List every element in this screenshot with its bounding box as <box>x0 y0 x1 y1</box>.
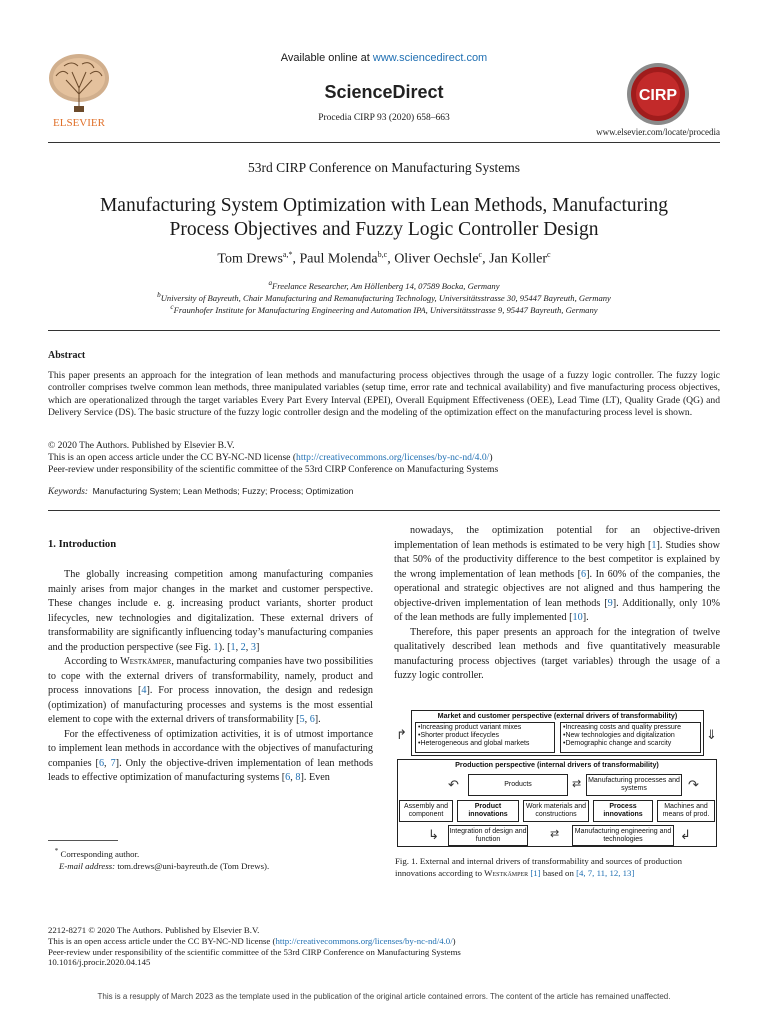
journal-url[interactable]: www.elsevier.com/locate/procedia <box>596 127 720 137</box>
affiliation-sup: b <box>157 291 161 299</box>
footnote-email <box>48 860 269 872</box>
footnote-divider <box>48 840 118 841</box>
citation-link[interactable]: 6 <box>309 714 315 725</box>
abstract-heading: Abstract <box>48 350 86 361</box>
citation-link[interactable]: 9 <box>607 597 613 609</box>
doi[interactable]: 10.1016/j.procir.2020.04.145 <box>48 957 151 968</box>
citation-link[interactable]: 7 <box>110 757 116 769</box>
body-paragraph: nowadays, the optimization potential for an objective-driven implementation of lean methods is estimated to be very high [1]. Studies show that 50% of the productivity difference to the best competitor is explained by the wrong implementation of lean methods [6]. In 60% of the companies, the operational and strategic objectives are not aligned and thus hampering the objective-driven implementation of lean methods [9]. Additionally, only 10% of the lean methods are fully implemented [10]. <box>394 525 720 623</box>
affiliation-b <box>0 291 768 303</box>
left-column <box>48 568 373 786</box>
paper-title <box>40 194 728 242</box>
abstract-peer-review: Peer-review under responsibility of the scientific committee of the 53rd CIRP Conference on Manufacturing Systems <box>48 464 499 475</box>
title-line-1: Manufacturing System Optimization with Lean Methods, Manufacturing <box>99 195 669 216</box>
swap-arrows-icon: ⇄ <box>572 778 582 790</box>
bottom-metadata <box>48 925 461 968</box>
caption-citations[interactable]: [4, 7, 11, 12, 13] <box>576 868 635 878</box>
footnote-star: * <box>54 846 59 855</box>
assembly-box: Assembly and component <box>399 800 453 822</box>
license-link[interactable]: http://creativecommons.org/licenses/by-nc-nd/4.0/ <box>275 935 453 946</box>
citation-link[interactable]: 6 <box>285 772 291 783</box>
citation-link[interactable]: 6 <box>98 757 105 769</box>
author-name: Jan Koller <box>489 251 548 267</box>
abstract-divider <box>48 330 720 331</box>
down-arrow-icon: ⇓ <box>706 727 717 742</box>
curved-arrow-icon: ↶ <box>448 777 459 792</box>
body-paragraph: For the effectiveness of optimization activities, it is of utmost importance to implement lean methods in accordance with the objectives of manufacturing companies [6, 7]. Only the objective-driven implementation of lean methods leads to effective optimization of manufacturing systems [6, 8]. Even <box>48 728 373 783</box>
author-sup: a,* <box>282 250 293 259</box>
author-smallcaps: Westkämper <box>120 656 172 667</box>
keywords-list: Manufacturing System; Lean Methods; Fuzzy; Process; Optimization <box>92 486 354 496</box>
citation-link[interactable]: 1 <box>213 641 219 653</box>
market-driver: •New technologies and digitalization <box>563 732 675 739</box>
author-list: Tom Drews$^{a,*}$, Paul Molenda$^{b,c}$, Oliver Oechsle$^c$, Jan Koller$^c$ <box>217 250 551 267</box>
affiliation-text: Fraunhofer Institute for Manufacturing Engineering and Automation IPA, Universitätsstrasse 9, 95447 Bayreuth, Germany <box>173 304 598 315</box>
author-sup: c <box>547 250 551 259</box>
abstract-license <box>48 452 493 463</box>
production-perspective-title: Production perspective (internal drivers of transformability) <box>455 760 659 769</box>
bottom-license <box>48 936 461 947</box>
citation-link[interactable]: 10 <box>572 612 583 623</box>
title-line-2: Process Objectives and Fuzzy Logic Controller Design <box>169 219 599 240</box>
market-drivers-right <box>560 722 701 753</box>
curved-arrow-icon: ↳ <box>428 827 439 842</box>
cirp-logo <box>626 62 690 126</box>
market-driver: •Demographic change and scarcity <box>563 740 672 747</box>
bottom-peer-review: Peer-review under responsibility of the scientific committee of the 53rd CIRP Conference on Manufacturing Systems <box>48 946 461 957</box>
abstract-body: This paper presents an approach for the integration of lean methods and manufacturing process objectives through the usage of a fuzzy logic controller. The fuzzy logic controller comprises twelve common lean methods, three manipulated variables (setup time, error rate and technical availability) and five manufacturing process objectives, which are operationalized through the target variables Every Part Every Interval (EPEI), Overall Equipment Effectiveness (OEE), Lead Time (LT), Quality Grade (QG) and Delivery Service (DS). The basic structure of the fuzzy logic controller design and the modeling of the optimization effect on the manufacturing process level is shown. <box>48 370 720 418</box>
curved-arrow-icon: ↲ <box>680 827 691 842</box>
caption-text: based on <box>540 868 577 878</box>
footnote-email-value[interactable]: tom.drews@uni-bayreuth.de (Tom Drews). <box>117 860 270 871</box>
citation-link[interactable]: 4 <box>141 685 147 696</box>
footnote-email-label: E-mail address: <box>59 860 116 871</box>
affiliation-text: University of Bayreuth, Chair Manufacturing and Remanufacturing Technology, Universitätsstrasse 30, 95447 Bayreuth, Germany <box>160 292 611 303</box>
work-materials-box: Work materials and constructions <box>523 800 589 822</box>
citation-link[interactable]: 2 <box>240 641 246 653</box>
figure-1 <box>395 708 720 848</box>
market-driver: •Increasing costs and quality pressure <box>563 724 682 731</box>
sciencedirect-link[interactable]: www.sciencedirect.com <box>372 52 488 64</box>
market-driver: •Increasing product variant mixes <box>418 724 522 731</box>
license-suffix: ) <box>489 452 493 463</box>
body-paragraph: According to Westkämper, manufacturing companies have two possibilities to cope with the external drivers of transformability, namely, product and process innovations [4]. For process innovation, the design and redesign (optimization) of manufacturing processes and systems is the most essential element to cope with the external drivers of transformability [5, 6]. <box>48 656 373 725</box>
mfg-processes-box: Manufacturing processes and systems <box>586 774 682 796</box>
body-paragraph: The globally increasing competition among manufacturing companies mainly arises from major changes in the market and customer perspective. These changes include e. g. increasing product variants, shorter product lifecycles, new technologies and digitalization. These external drivers of transformability are significantly influencing today’s manufacturing companies and the production perspective (see Fig. 1). [1, 2, 3] <box>48 569 373 653</box>
citation-link[interactable]: 1 <box>651 539 657 551</box>
caption-text: Fig. 1. External and internal drivers of transformability and sources of production innovations according to <box>395 856 683 878</box>
affiliation-c <box>0 303 768 315</box>
conference-name: 53rd CIRP Conference on Manufacturing Systems <box>247 160 521 175</box>
curved-arrow-icon: ↷ <box>688 777 699 792</box>
body-paragraph: Therefore, this paper presents an approach for the integration of twelve qualitatively described lean methods and five quantitatively measurable manufacturing process objectives (target variables) through the usage of a fuzzy logic controller. <box>394 626 720 681</box>
keywords-divider <box>48 510 720 511</box>
figure-caption <box>395 855 720 879</box>
affiliation-a <box>0 279 768 291</box>
market-driver: •Shorter product lifecycles <box>418 732 500 739</box>
footnote-corresponding <box>48 845 269 860</box>
license-prefix: This is an open access article under the CC BY-NC-ND license ( <box>48 452 297 463</box>
cirp-logo-icon <box>626 62 690 126</box>
license-link[interactable]: http://creativecommons.org/licenses/by-nc-nd/4.0/ <box>296 452 490 463</box>
affiliation-sup: c <box>170 303 174 311</box>
market-perspective-title: Market and customer perspective (external drivers of transformability) <box>437 711 678 720</box>
keywords-label: Keywords: <box>48 487 88 497</box>
mfg-engineering-box: Manufacturing engineering and technologies <box>572 825 674 846</box>
journal-reference: Procedia CIRP 93 (2020) 658–663 <box>318 113 450 123</box>
caption-citation[interactable]: [1] <box>530 868 541 878</box>
author-name: Oliver Oechsle <box>394 251 479 267</box>
author-sup: c <box>478 250 483 259</box>
market-drivers-left <box>415 722 555 753</box>
citation-link[interactable]: 5 <box>299 714 305 725</box>
available-prefix: Available online at <box>280 52 373 64</box>
license-prefix: This is an open access article under the CC BY-NC-ND license ( <box>48 935 276 946</box>
abstract-copyright: © 2020 The Authors. Published by Elsevier B.V. <box>48 440 235 451</box>
process-innovations-box: Process innovations <box>593 800 653 822</box>
license-suffix: ) <box>452 935 456 946</box>
author-name: Paul Molenda <box>299 251 378 267</box>
citation-link[interactable]: 1 <box>230 641 236 653</box>
elsevier-wordmark: ELSEVIER <box>53 117 105 129</box>
author-name: Tom Drews <box>217 251 283 267</box>
cirp-logo-text: CIRP <box>638 87 678 104</box>
products-box: Products <box>468 774 568 796</box>
production-perspective-box <box>397 759 717 847</box>
resupply-note: This is a resupply of March 2023 as the template used in the publication of the original article contained errors. The content of the article has remained unaffected. <box>97 992 671 1001</box>
citation-link[interactable]: 8 <box>295 772 301 783</box>
keywords <box>48 486 353 497</box>
issn-line: 2212-8271 © 2020 The Authors. Published by Elsevier B.V. <box>48 925 260 935</box>
footnote-corresponding-text: Corresponding author. <box>60 848 140 859</box>
footnote <box>48 845 269 872</box>
sciencedirect-brand: ScienceDirect <box>324 82 444 102</box>
swap-arrows-icon: ⇄ <box>550 828 560 840</box>
citation-link[interactable]: 3 <box>250 641 256 653</box>
market-driver: •Heterogeneous and global markets <box>418 740 530 747</box>
product-innovations-box: Product innovations <box>457 800 519 822</box>
right-column <box>394 524 720 684</box>
section-heading-introduction: 1. Introduction <box>48 539 117 550</box>
affiliation-sup: a <box>268 279 273 287</box>
citation-link[interactable]: 6 <box>581 568 587 580</box>
market-perspective-box <box>411 710 704 756</box>
machines-box: Machines and means of prod. <box>657 800 715 822</box>
header-divider <box>48 142 720 143</box>
author-sup: b,c <box>377 250 388 259</box>
integration-box: Integration of design and function <box>448 825 528 846</box>
affiliation-text: Freelance Researcher, Am Höllenberg 14, 07589 Bocka, Germany <box>272 280 500 291</box>
caption-author: Westkämper <box>484 868 529 878</box>
curved-arrow-icon: ↱ <box>396 727 407 742</box>
